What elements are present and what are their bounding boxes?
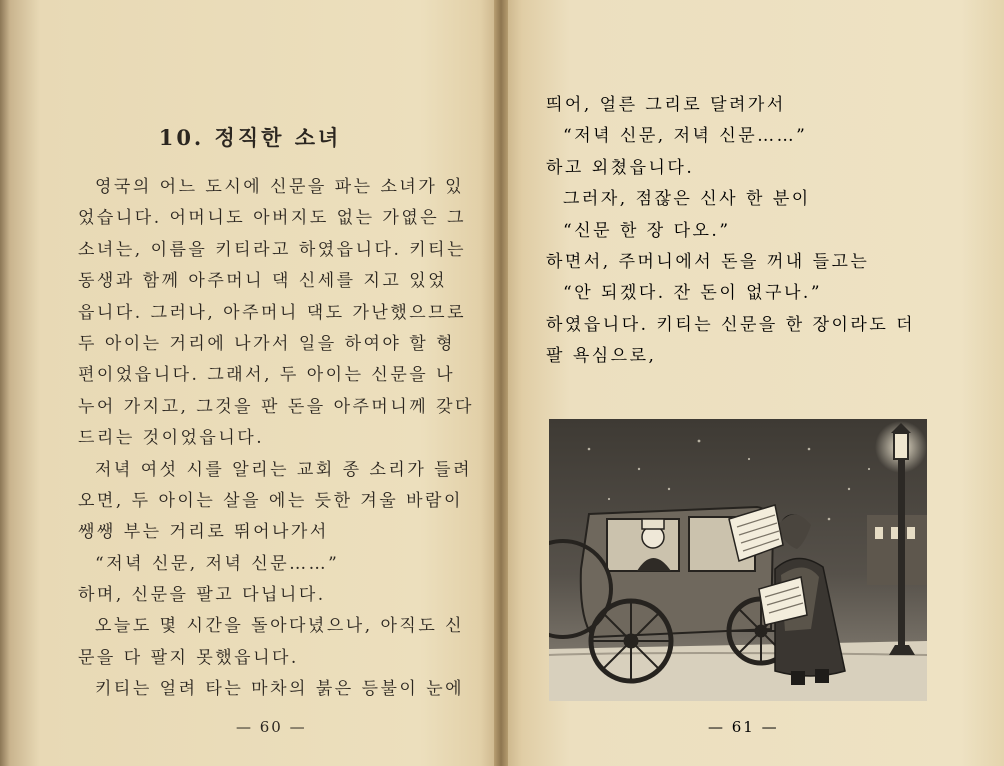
text-line: 오늘도 몇 시간을 돌아다녔으나, 아직도 신 [95, 616, 465, 637]
text-line: 쌩쌩 부는 거리로 뛰어나가서 [78, 522, 329, 543]
text-line: 영국의 어느 도시에 신문을 파는 소녀가 있 [95, 177, 465, 197]
text-line: 읍니다. 그러나, 아주머니 댁도 가난했으므로 [78, 302, 467, 323]
text-line: 드리는 것이었읍니다. [78, 428, 265, 449]
text-line: “신문 한 장 다오.” [563, 220, 731, 241]
book-gutter [494, 0, 508, 766]
text-line: 두 아이는 거리에 나가서 일을 하여야 할 형 [78, 333, 456, 354]
text-line: 띄어, 얼른 그리로 달려가서 [546, 95, 786, 115]
text-line: 누어 가지고, 그것을 판 돈을 아주머니께 갖다 [78, 396, 474, 417]
text-line: 하고 외쳤읍니다. [546, 157, 695, 178]
text-line: “안 되겠다. 잔 돈이 없구나.” [563, 283, 823, 304]
text-line: 소녀는, 이름을 키티라고 하였읍니다. 키티는 [78, 239, 467, 260]
chapter-title: 10. 정직한 소녀 [158, 125, 342, 150]
text-line: 그러자, 점잖은 신사 한 분이 [563, 189, 811, 210]
text-line: 팔 욕심으로, [546, 346, 657, 367]
text-line: 오면, 두 아이는 살을 에는 듯한 겨울 바람이 [78, 490, 463, 511]
text-line: 었습니다. 어머니도 아버지도 없는 가엾은 그 [78, 208, 467, 229]
text-line: 편이었읍니다. 그래서, 두 아이는 신문을 나 [78, 365, 456, 386]
text-line: 하며, 신문을 팔고 다닙니다. [78, 585, 326, 606]
page-number-right: — 61 — [708, 718, 779, 736]
text-line: 문을 다 팔지 못했읍니다. [78, 647, 299, 668]
page-number-left: — 60 — [236, 718, 307, 736]
text-line: 키티는 얼려 타는 마차의 붉은 등불이 눈에 [95, 679, 465, 700]
text-line: “저녁 신문, 저녁 신문……” [563, 126, 808, 147]
story-illustration [549, 419, 927, 701]
text-line: 하면서, 주머니에서 돈을 꺼내 들고는 [546, 251, 870, 272]
text-line: “저녁 신문, 저녁 신문……” [95, 553, 340, 574]
left-page-body [78, 172, 474, 706]
text-line: 동생과 함께 아주머니 댁 신세를 지고 있었 [78, 271, 448, 292]
right-page-body [546, 90, 946, 373]
text-line: 저녁 여섯 시를 알리는 교회 종 소리가 들려 [95, 459, 473, 480]
left-page [0, 0, 500, 766]
text-line: 하였읍니다. 키티는 신문을 한 장이라도 더 [546, 314, 916, 335]
